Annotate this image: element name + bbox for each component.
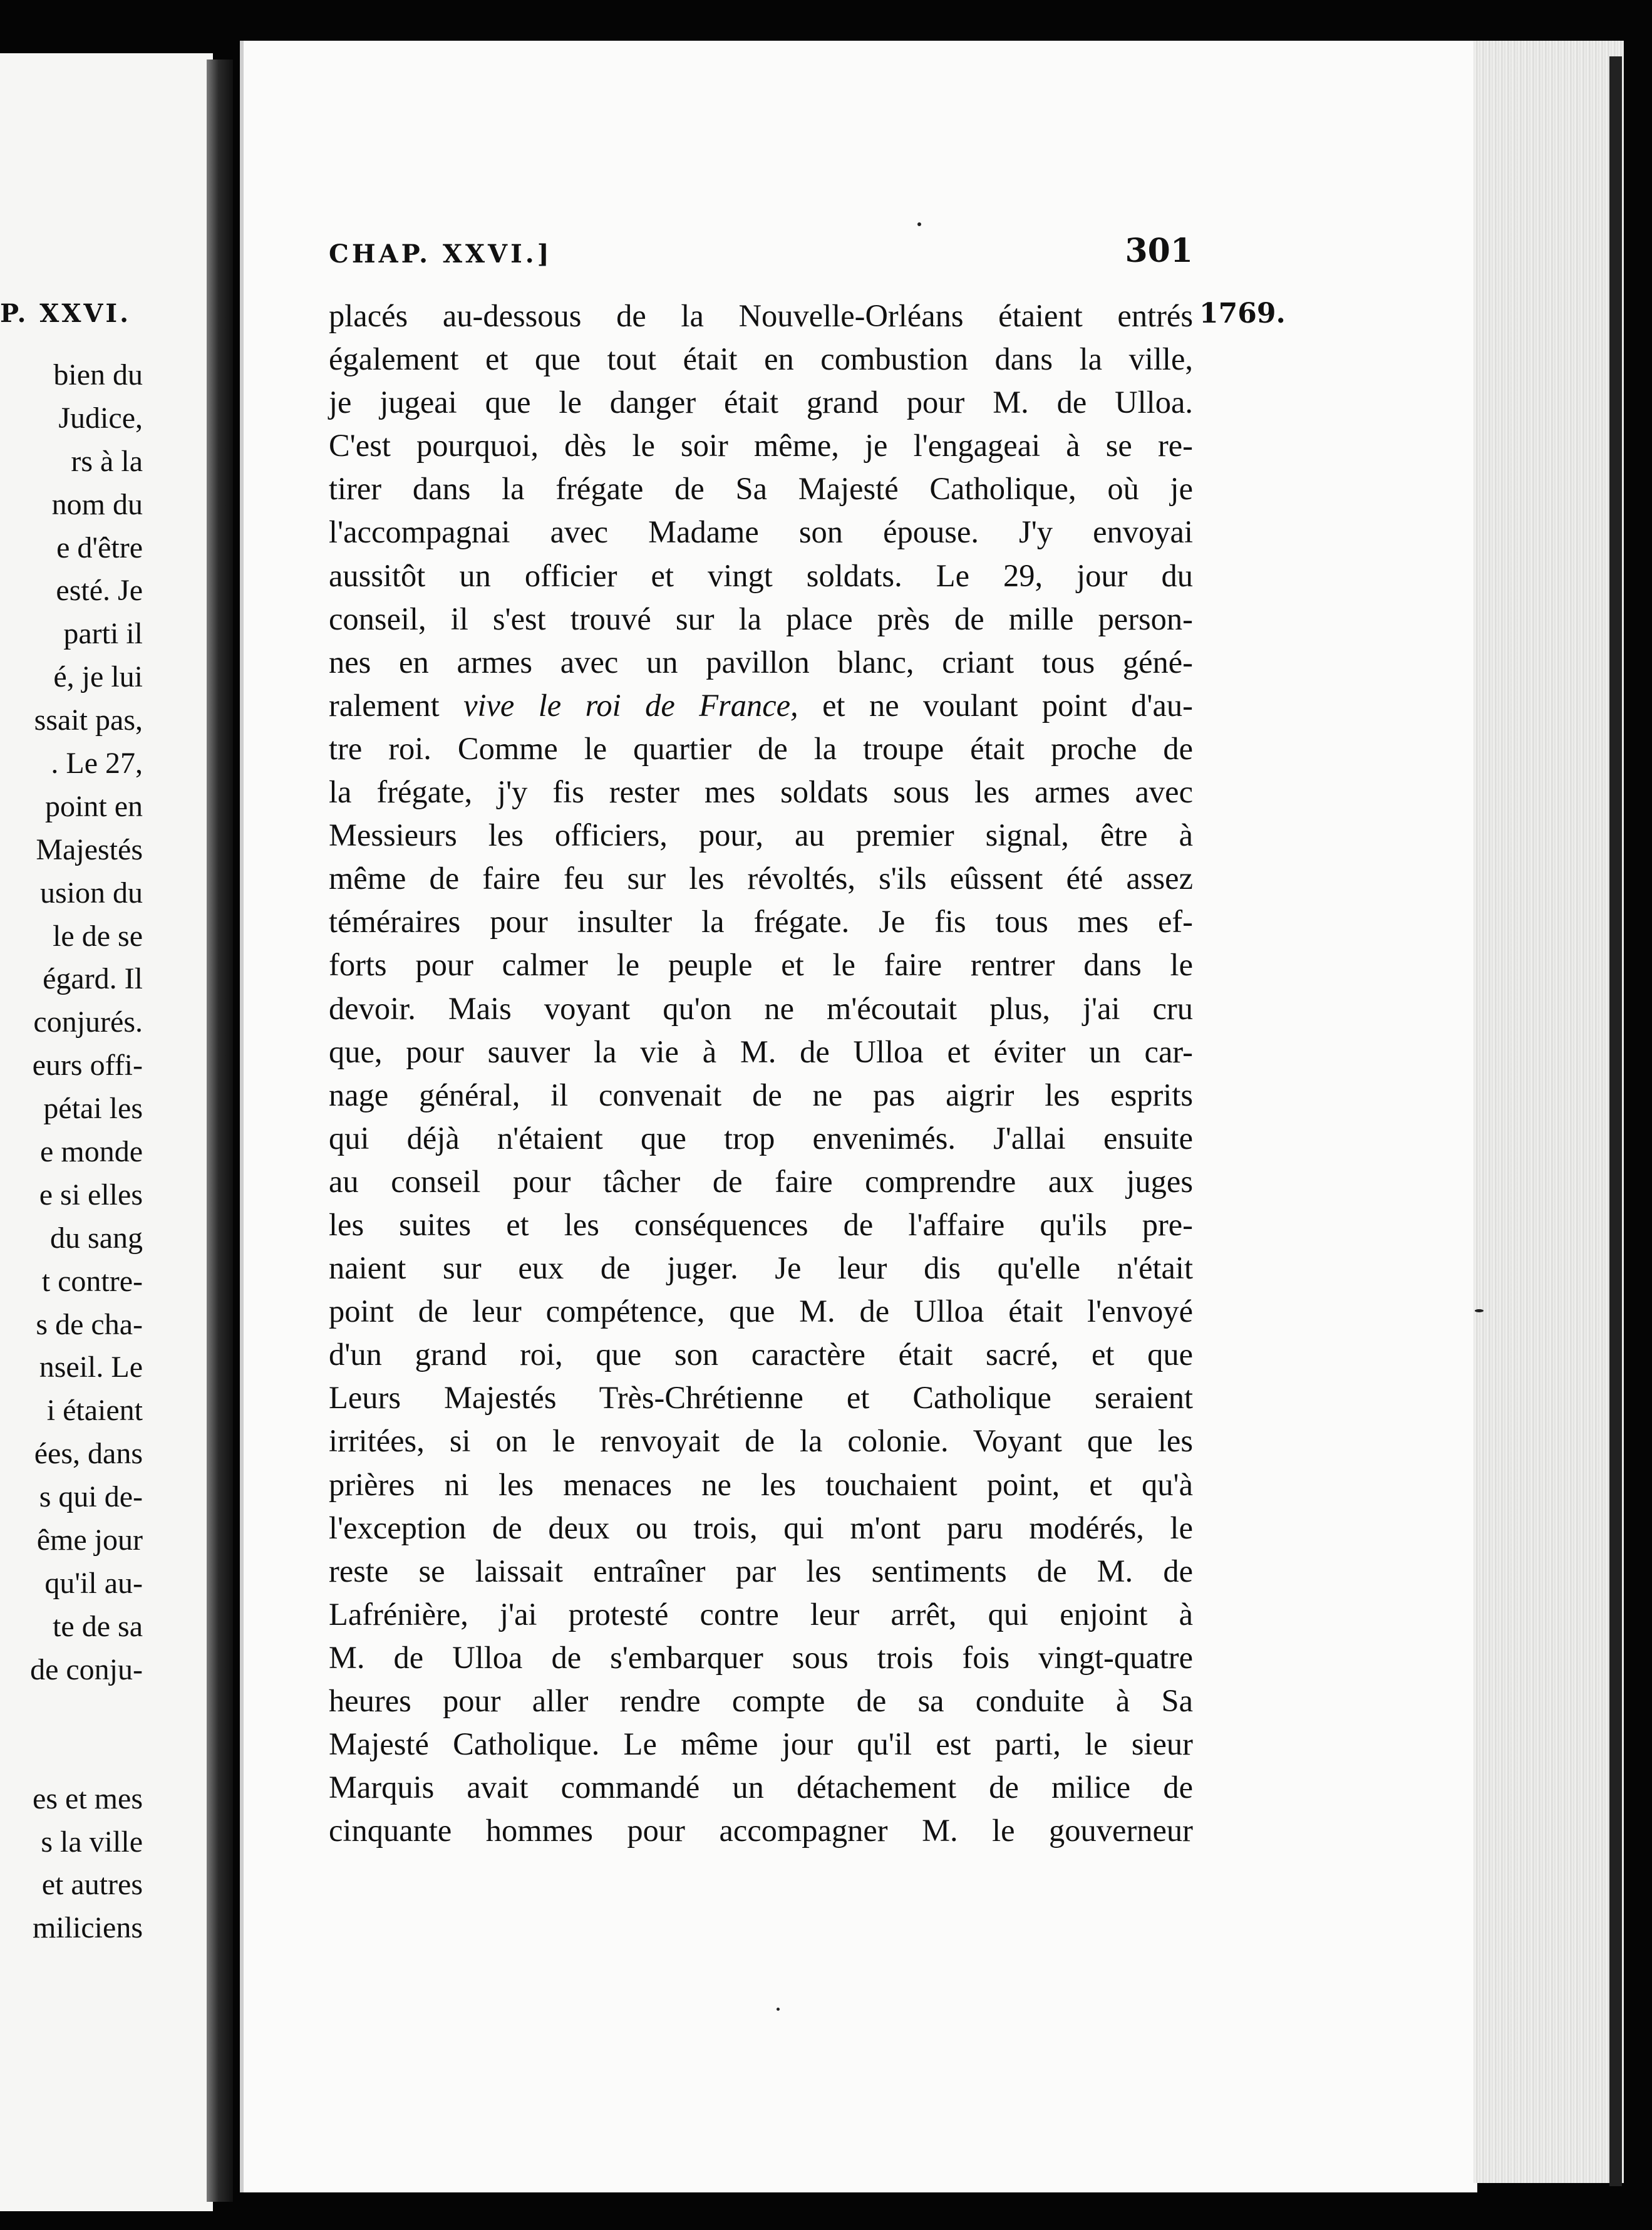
previous-page-running-head: P. XXVI.	[0, 299, 132, 328]
text-line: rs à la	[71, 444, 143, 478]
text-line: la frégate, j'y fis rester mes soldats sous les armes avec	[329, 774, 1193, 810]
text-line: du sang	[50, 1221, 143, 1255]
text-line: point de leur compétence, que M. de Ulloa était l'envoyé	[329, 1294, 1193, 1329]
text-line: reste se laissait entraîner par les sentiments de M. de	[329, 1553, 1193, 1589]
text-line: M. de Ulloa de s'embarquer sous trois fois vingt-quatre	[329, 1639, 1193, 1675]
text-line: Lafrénière, j'ai protesté contre leur arrêt, qui enjoint à	[329, 1596, 1193, 1632]
text-line: te de sa	[53, 1609, 143, 1643]
text-line: nom du	[51, 487, 143, 521]
text-line: Leurs Majestés Très-Chrétienne et Catholique seraient	[329, 1380, 1193, 1416]
text-line: également et que tout était en combustion dans la ville,	[329, 341, 1193, 377]
text-line: l'accompagnai avec Madame son épouse. J'y envoyai	[329, 514, 1193, 550]
text-line: tre roi. Comme le quartier de la troupe était proche de	[329, 730, 1193, 766]
text-line: que, pour sauver la vie à M. de Ulloa et éviter un car-	[329, 1034, 1193, 1069]
text-line: nes en armes avec un pavillon blanc, criant tous géné-	[329, 644, 1193, 680]
text-line: de conju-	[30, 1652, 143, 1686]
text-line: conseil, il s'est trouvé sur la place près de mille person-	[329, 601, 1193, 636]
scan-speck	[917, 222, 921, 226]
text-line: placés au-dessous de la Nouvelle-Orléans étaient entrés	[329, 298, 1193, 333]
chapter-title: CHAP. XXVI.]	[329, 239, 552, 269]
text-line: ssait pas,	[34, 703, 143, 737]
text-line: ême jour	[36, 1523, 143, 1557]
text-line: irritées, si on le renvoyait de la colonie. Voyant que les	[329, 1423, 1193, 1459]
text-line: bien du	[53, 358, 143, 392]
text-line: ées, dans	[34, 1437, 143, 1471]
italic-phrase: vive le roi de France,	[463, 687, 798, 723]
scan-speck	[777, 2008, 780, 2011]
text-line: pétai les	[43, 1092, 143, 1126]
text-line: Judice,	[58, 401, 143, 435]
text-line: nseil. Le	[39, 1351, 143, 1384]
text-line: miliciens	[33, 1911, 143, 1945]
text-line: téméraires pour insulter la frégate. Je fis tous mes ef-	[329, 904, 1193, 940]
text-line: prières ni les menaces ne les touchaient point, et qu'à	[329, 1466, 1193, 1502]
text-line: parti il	[63, 617, 143, 651]
text-line: tirer dans la frégate de Sa Majesté Catholique, où je	[329, 471, 1193, 507]
text-line: . Le 27,	[51, 747, 143, 780]
text-line: d'un grand roi, que son caractère était sacré, et que	[329, 1337, 1193, 1372]
text-line: s la ville	[41, 1825, 143, 1859]
previous-page-text	[0, 354, 143, 1950]
text-line: égard. Il	[43, 962, 143, 996]
text-line: Majestés	[36, 832, 143, 866]
text-line: esté. Je	[56, 574, 143, 608]
running-head	[329, 232, 1193, 276]
text-line: s de cha-	[36, 1307, 143, 1341]
scan-speck	[1475, 1309, 1484, 1312]
text-line-with-italic	[329, 684, 1193, 727]
text-line: aussitôt un officier et vingt soldats. Le 29, jour du	[329, 558, 1193, 593]
text-line: nage général, il convenait de ne pas aigrir les esprits	[329, 1077, 1193, 1112]
page-edges	[1474, 41, 1624, 2183]
text-run: ralement	[329, 687, 440, 723]
text-line: e monde	[40, 1135, 143, 1169]
text-line: C'est pourquoi, dès le soir même, je l'engageai à se re-	[329, 428, 1193, 464]
text-line: eurs offi-	[32, 1049, 143, 1082]
text-line: même de faire feu sur les révoltés, s'ils eûssent été assez	[329, 861, 1193, 896]
text-line: é, je lui	[53, 660, 143, 694]
text-line: le de se	[53, 919, 143, 953]
text-line: je jugeai que le danger était grand pour M. de Ulloa.	[329, 385, 1193, 420]
text-line: i étaient	[46, 1394, 143, 1428]
margin-year-note: 1769.	[1199, 298, 1286, 329]
page-number: 301	[1125, 232, 1193, 270]
text-line: devoir. Mais voyant qu'on ne m'écoutait plus, j'ai cru	[329, 990, 1193, 1026]
book-cover-edge	[1609, 56, 1622, 2186]
text-line: e d'être	[56, 531, 143, 564]
text-line: l'exception de deux ou trois, qui m'ont paru modérés, le	[329, 1510, 1193, 1545]
previous-page-fragment	[0, 53, 213, 2211]
text-line: Majesté Catholique. Le même jour qu'il est parti, le sieur	[329, 1726, 1193, 1762]
text-line: s qui de-	[39, 1480, 143, 1514]
text-line: Marquis avait commandé un détachement de milice de	[329, 1770, 1193, 1805]
text-line: au conseil pour tâcher de faire comprendre aux juges	[329, 1163, 1193, 1199]
text-line: qu'il au-	[44, 1566, 143, 1600]
text-line	[0, 1692, 143, 1778]
text-line: e si elles	[39, 1178, 143, 1211]
text-line: cinquante hommes pour accompagner M. le gouverneur	[329, 1813, 1193, 1849]
text-run: et ne voulant point d'au-	[822, 687, 1193, 723]
text-line: usion du	[39, 876, 143, 910]
text-line: naient sur eux de juger. Je leur dis qu'elle n'était	[329, 1250, 1193, 1286]
text-line: et autres	[41, 1868, 143, 1902]
text-line: les suites et les conséquences de l'affaire qu'ils pre-	[329, 1206, 1193, 1242]
text-line: t contre-	[41, 1264, 143, 1298]
text-line: es et mes	[33, 1781, 143, 1815]
text-line: forts pour calmer le peuple et le faire rentrer dans le	[329, 947, 1193, 983]
text-line: conjurés.	[33, 1005, 143, 1039]
book-gutter-shadow	[207, 60, 233, 2202]
text-line: Messieurs les officiers, pour, au premier signal, être à	[329, 817, 1193, 853]
page-body-text	[329, 294, 1193, 1852]
text-line: qui déjà n'étaient que trop envenimés. J'allai ensuite	[329, 1120, 1193, 1156]
text-line: heures pour aller rendre compte de sa conduite à Sa	[329, 1683, 1193, 1718]
text-line: point en	[45, 789, 143, 823]
